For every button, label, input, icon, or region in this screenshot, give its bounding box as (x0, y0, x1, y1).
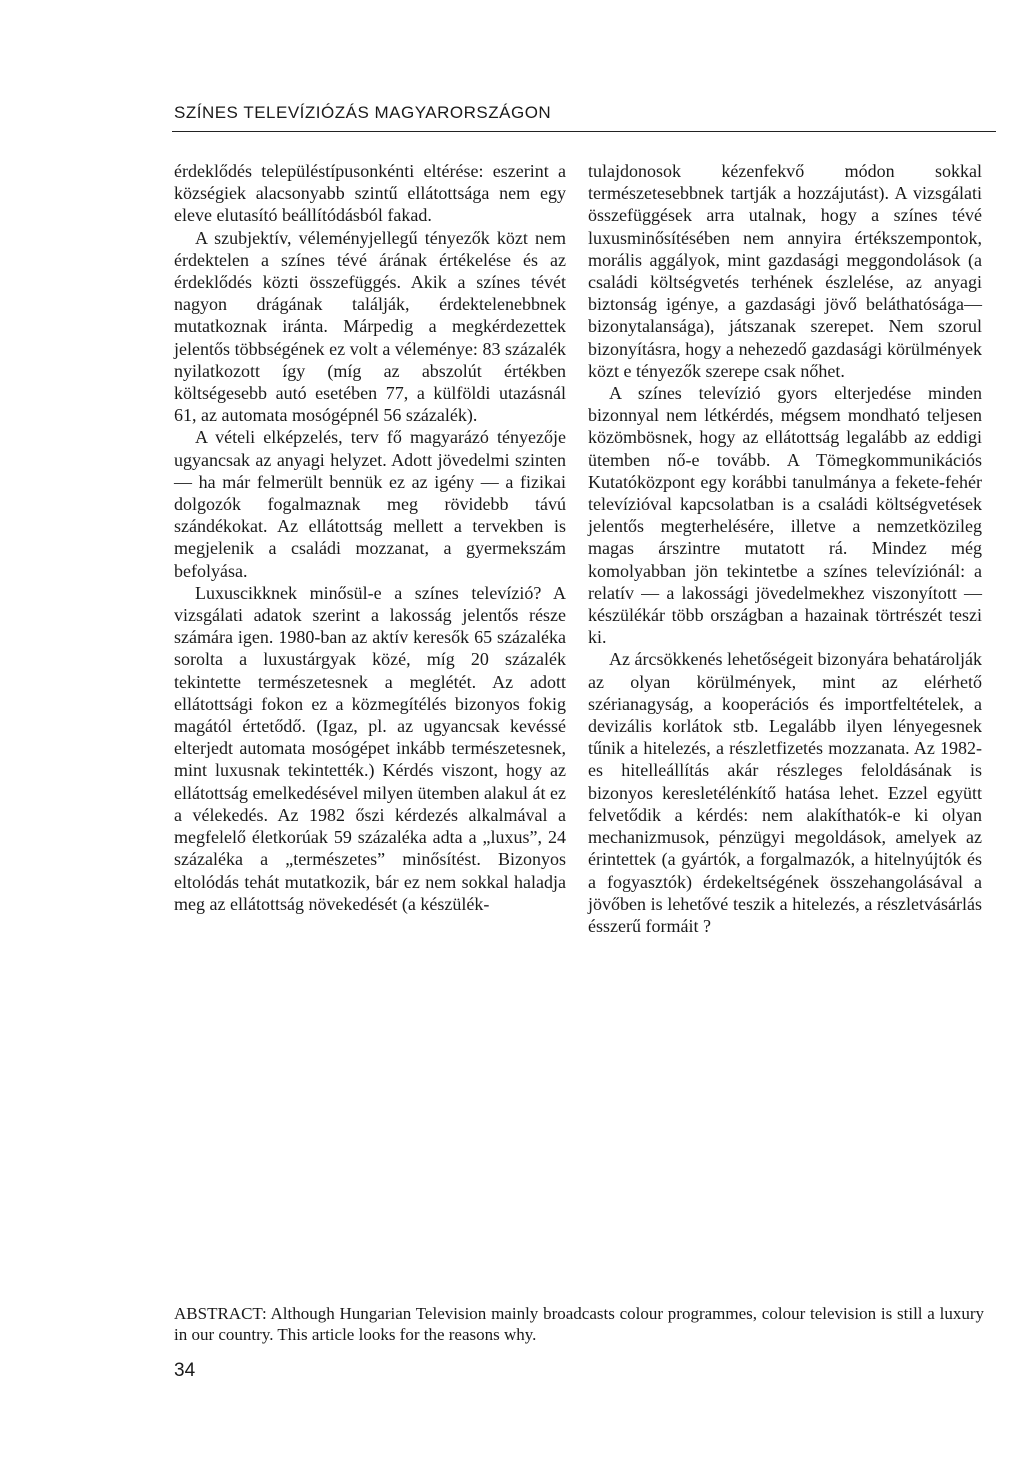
right-paragraph-2: A színes televízió gyors elterjedése minden bizonnyal nem létkérdés, mégsem mondható teljesen közömbösnek, hogy az ellátottság legalább az eddigi ütemben nő-e tovább. A Tömegkommunikációs Kutatóközpont egy korábbi tanulmánya a fekete-fehér televízióval kapcsolatban is a családi költségvetések jelentős megterhelésére, illetve a nemzetközileg magas árszintre mutatott rá. Mindez még komolyabban jön tekintetbe a színes televíziónál: a relatív — a lakossági jövedelmekhez viszonyított — készülékár több országban a hazainak törtrészét teszi ki. (588, 383, 982, 648)
left-paragraph-2: A szubjektív, véleményjellegű tényezők közt nem érdektelen a színes tévé árának értékelése és az érdeklődés közti összefüggés. Akik a színes tévét nagyon drágának találják, érdektelenebbnek mutatkoznak iránta. Márpedig a megkérdezettek jelentős többségének ez volt a véleménye: 83 százalék nyilatkozott így (míg az abszolút értékben költségesebb autó esetében 77, a külföldi utazásnál 61, az automata mosógépnél 56 százalék). (174, 227, 566, 426)
left-paragraph-3: A vételi elképzelés, terv fő magyarázó tényezője ugyancsak az anyagi helyzet. Adott jövedelmi szinten — ha már felmerült bennük ez az igény — a fizikai dolgozók fogalmaznak meg rövidebb távú szándékokat. Az ellátottság mellett a tervekben is megjelenik a családi mozzanat, a gyermekszám befolyása. (174, 427, 566, 581)
page-number: 34 (174, 1360, 196, 1381)
english-abstract: ABSTRACT: Although Hungarian Television mainly broadcasts colour programmes, colour television is still a luxury in our country. This article looks for the reasons why. (174, 1304, 984, 1344)
right-paragraph-3: Az árcsökkenés lehetőségeit bizonyára behatárolják az olyan körülmények, mint az elérhető szérianagyság, a kooperációs és importfeltételek, a devizális korlátok stb. Legalább ilyen lényegesnek tűnik a hitelezés, a részletfizetés mozzanata. Az 1982-es hitelleállítás akár részleges feloldásának is bizonyos keresletélénkítő hatása lehet. Ezzel együtt felvetődik a kérdés: nem alakíthatók-e ki olyan mechanizmusok, pénzügyi megoldások, amelyek az érintettek (a gyártók, a forgalmazók, a hitelnyújtók és a fogyasztók) érdekeltségének összehangolásával a jövőben is lehetővé teszik a hitelezés, a részletvásárlás ésszerű formáit ? (588, 649, 982, 936)
left-column (174, 160, 566, 915)
left-paragraph-4: Luxuscikknek minősül-e a színes televízió? A vizsgálati adatok szerint a lakosság jelentős része számára igen. 1980-ban az aktív keresők 65 százaléka sorolta a luxustárgyak közé, míg 20 százalék tekintette természetesnek a meglétét. Az adott ellátottsági fokon ez a közmegítélés bizonyos fokig magától értetődő. (Igaz, pl. az ugyancsak kevéssé elterjedt automata mosógépet inkább természetesnek, mint luxusnak tekintették.) Kérdés viszont, hogy az ellátottság emelkedésével milyen ütemben alakul át ez a vélekedés. Az 1982 őszi kérdezés alkalmával a megfelelő életkorúak 59 százaléka adta a „luxus”, 24 százaléka a „természetes” minősítést. Bizonyos eltolódás tehát mutatkozik, bár ez nem sokkal haladja meg az ellátottság növekedését (a készülék- (174, 582, 566, 914)
right-column (588, 160, 982, 937)
left-paragraph-1: érdeklődés településtípusonkénti eltérése: eszerint a községiek alacsonyabb szintű ellátottsága nem egy eleve elutasító beállítódásból fakad. (174, 161, 566, 226)
header-rule (172, 131, 996, 132)
right-paragraph-1: tulajdonosok kézenfekvő módon sokkal természetesebbnek tartják a hozzájutást). A vizsgálati összefüggések arra utalnak, hogy a színes tévé luxusminősítésében nem annyira értékszempontok, morális aggályok, mint gazdasági meggondolások (a családi költségvetés terhének észlelése, az anyagi biztonság igénye, a gazdasági jövő beláthatósága—bizonytalansága), játszanak szerepet. Nem szorul bizonyításra, hogy a nehezedő gazdasági körülmények közt e tényezők szerepe csak nőhet. (588, 161, 982, 381)
running-header: SZÍNES TELEVÍZIÓZÁS MAGYARORSZÁGON (174, 103, 552, 122)
